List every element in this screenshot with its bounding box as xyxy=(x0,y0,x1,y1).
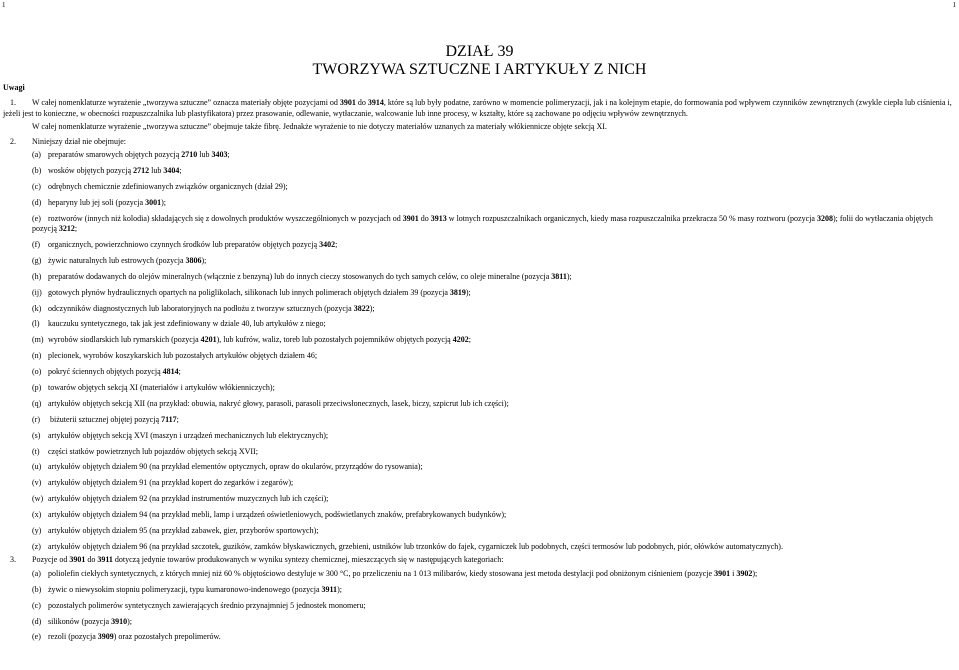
item-text: preparatów dodawanych do olejów mineralnych (włącznie z benzyną) lub do innych cieczy stosowanych do tych samych celów, co oleje mineralne (pozycja xyxy=(48,271,552,281)
item-text: silikonów (pozycja xyxy=(48,616,112,626)
list-item xyxy=(3,431,955,442)
list-item xyxy=(3,182,955,193)
notes-body xyxy=(3,98,955,648)
list-item xyxy=(3,335,955,346)
item-label: (b) xyxy=(32,165,42,175)
item-text: artykułów objętych działem 92 (na przykład instrumentów muzycznych lub ich części); xyxy=(48,494,329,504)
heading-code: 3914 xyxy=(367,98,384,107)
heading-code: 3806 xyxy=(185,255,202,265)
list-item xyxy=(3,319,955,330)
list-item xyxy=(3,569,955,580)
heading-code: 3901 xyxy=(69,555,86,565)
item-text: kauczuku syntetycznego, tak jak jest zdefiniowany w dziale 40, lub artykułów z niego; xyxy=(48,319,326,329)
item-label: (t) xyxy=(32,446,40,456)
item-text: dotyczą jedynie towarów produkowanych w wyniku syntezy chemicznej, mieszczących się w następujących kategoriach: xyxy=(112,555,504,565)
chapter-title: TWORZYWA SZTUCZNE I ARTYKUŁY Z NICH xyxy=(312,61,647,78)
list-item xyxy=(3,166,955,177)
item-text: wosków objętych pozycją xyxy=(48,165,134,175)
item-label: (r) xyxy=(32,414,40,424)
item-text: do xyxy=(85,555,98,565)
item-text: roztworów (innych niż kolodia) składających się z dowolnych produktów wyszczególnionych w pozycjach od xyxy=(48,213,403,223)
note-1 xyxy=(3,98,955,119)
list-item xyxy=(3,601,955,612)
item-text: ; xyxy=(179,165,182,175)
item-text: ); xyxy=(201,255,207,265)
item-label: (v) xyxy=(32,478,42,488)
list-item xyxy=(3,494,955,505)
heading-code: 3811 xyxy=(551,271,567,281)
item-label: (d) xyxy=(32,616,42,626)
item-text: odczynników diagnostycznych lub laboratoryjnych na podłożu z tworzyw sztucznych (pozycja xyxy=(48,303,354,313)
item-text: w lotnych rozpuszczalnikach organicznych, kiedy masa rozpuszczalnika przekracza 50 % masy roztworu (pozycja xyxy=(446,213,817,223)
heading-code: 7117 xyxy=(161,414,177,424)
list-item xyxy=(3,240,955,251)
notes-label: Uwagi xyxy=(3,83,25,92)
heading-code: 3819 xyxy=(449,287,466,297)
note-text: do xyxy=(355,98,368,107)
heading-code: 3208 xyxy=(816,213,833,223)
item-label: (d) xyxy=(32,197,42,207)
page-number-right: 1 xyxy=(952,1,956,9)
item-text: ); xyxy=(369,303,375,313)
item-text: żywic naturalnych lub estrowych (pozycja xyxy=(48,255,186,265)
item-label: (w) xyxy=(32,494,44,504)
list-item xyxy=(3,256,955,267)
item-text: ); xyxy=(465,287,471,297)
list-item xyxy=(3,214,955,235)
note-text: , które są lub były podatne, zarówno w momencie polimeryzacji, jak i na kolejnym etapie, do formowania pod wpływem czynników zewnętrznych (zwykle ciepła lub ciśnienia i, jeżeli jest to konieczne, w obecności rozpuszczalnika lub plastyfikatora) przez prasowanie, odlewanie, wytłaczanie, walcowanie lub inne procesy, w kształty, które są zachowane po odjęciu wpływów zewnętrznych. xyxy=(3,98,952,118)
item-text: żywic o niewysokim stopniu polimeryzacji, typu kumaronowo-indenowego (pozycja xyxy=(48,584,322,594)
item-label: (b) xyxy=(32,584,42,594)
list-item xyxy=(3,272,955,283)
item-label: (q) xyxy=(32,398,42,408)
item-label: (c) xyxy=(32,600,41,610)
list-item xyxy=(3,150,955,161)
list-item xyxy=(3,478,955,489)
heading-code: 2710 xyxy=(181,150,198,159)
item-label: (a) xyxy=(32,150,41,159)
item-text: pokryć ściennych objętych pozycją xyxy=(48,367,163,377)
item-text: pozostałych polimerów syntetycznych zawierających średnio przynajmniej 5 jednostek monomeru; xyxy=(48,600,366,610)
heading-code: 3001 xyxy=(145,197,162,207)
item-text: biżuterii sztucznej objętej pozycją xyxy=(48,414,162,424)
list-item xyxy=(3,399,955,410)
item-text: plecionek, wyrobów koszykarskich lub pozostałych artykułów objętych działem 46; xyxy=(48,351,318,361)
note-2-list xyxy=(3,150,955,552)
list-item xyxy=(3,542,955,553)
item-label: (n) xyxy=(32,351,42,361)
list-item xyxy=(3,526,955,537)
heading-code: 2712 xyxy=(133,165,150,175)
list-item xyxy=(3,304,955,315)
item-label: (e) xyxy=(32,213,41,223)
note-text: Niniejszy dział nie obejmuje: xyxy=(32,136,126,146)
list-item xyxy=(3,367,955,378)
heading-code: 4201 xyxy=(200,335,217,345)
item-label: (a) xyxy=(32,568,41,578)
item-text: rezoli (pozycja xyxy=(48,632,98,642)
heading-code: 3911 xyxy=(97,555,113,565)
note-number: 3. xyxy=(10,555,16,565)
list-item xyxy=(3,351,955,362)
item-label: (ij) xyxy=(32,287,42,297)
item-text: poliolefin ciekłych syntetycznych, z których mniej niż 60 % objętościowo destyluje w 300 °C, po przeliczeniu na 1 013 milibarów, kiedy stosowana jest metoda destylacji pod obniżonym ciśnieniem (pozycje xyxy=(48,568,715,578)
list-item xyxy=(3,198,955,209)
list-item xyxy=(3,585,955,596)
chapter-heading: DZIAŁ 39 xyxy=(445,43,514,60)
heading-code: 3909 xyxy=(97,632,114,642)
item-label: (h) xyxy=(32,271,42,281)
item-text: ; xyxy=(74,224,78,234)
item-label: (k) xyxy=(32,303,42,313)
item-label: (g) xyxy=(32,255,42,265)
note-number: 2. xyxy=(10,136,16,146)
heading-code: 4202 xyxy=(452,335,469,345)
item-text: ; xyxy=(178,367,181,377)
item-text: artykułów objętych działem 91 (na przykład kopert do zegarków i zegarów); xyxy=(48,478,294,488)
item-label: (m) xyxy=(32,335,44,345)
item-text: lub xyxy=(149,165,164,175)
item-text: ; xyxy=(227,150,230,159)
item-label: (y) xyxy=(32,525,42,535)
heading-code: 4814 xyxy=(162,367,179,377)
heading-code: 3402 xyxy=(319,239,336,249)
item-text: artykułów objętych działem 90 (na przykład elementów optycznych, opraw do okularów, przyrządów do rysowania); xyxy=(48,462,423,472)
item-text: wyrobów siodlarskich lub rymarskich (pozycja xyxy=(48,335,201,345)
note-3-intro xyxy=(3,555,955,566)
item-label: (l) xyxy=(32,319,40,329)
note-1-paragraph-2: W całej nomenklaturze wyrażenie „tworzywa sztuczne” obejmuje także fibrę. Jednakże wyrażenie to nie dotyczy materiałów uznanych za materiały włókiennicze objęte sekcją XI. xyxy=(32,122,607,131)
list-item xyxy=(3,447,955,458)
item-text: do xyxy=(418,213,431,223)
item-text: preparatów smarowych objętych pozycją xyxy=(48,150,182,159)
item-label: (c) xyxy=(32,181,41,191)
item-text: towarów objętych sekcją XI (materiałów i artykułów włókienniczych); xyxy=(48,382,275,392)
item-text: ); folii do wytłaczania objętych pozycją xyxy=(32,213,933,234)
item-text: odrębnych chemicznie zdefiniowanych związków organicznych (dział 29); xyxy=(48,181,288,191)
note-text: W całej nomenklaturze wyrażenie „tworzywa sztuczne” oznacza materiały objęte pozycjami od xyxy=(32,98,340,107)
heading-code: 3212 xyxy=(58,224,75,234)
item-text: części statków powietrznych lub pojazdów objętych sekcją XVII; xyxy=(48,446,258,456)
item-text: gotowych płynów hydraulicznych opartych na poliglikolach, silikonach lub innych polimerach objętych działem 39 (pozycja xyxy=(48,287,450,297)
item-text: ), lub kufrów, waliz, toreb lub pozostałych pojemników objętych pozycją xyxy=(216,335,453,345)
item-label: (x) xyxy=(32,510,42,520)
heading-code: 3910 xyxy=(111,616,128,626)
item-label: (o) xyxy=(32,367,42,377)
item-text: lub xyxy=(197,150,212,159)
item-text: ; xyxy=(176,414,179,424)
item-text: heparyny lub jej soli (pozycja xyxy=(48,197,146,207)
note-2-intro xyxy=(3,137,955,148)
item-label: (z) xyxy=(32,541,41,551)
item-text: artykułów objętych działem 95 (na przykład zabawek, gier, przyborów sportowych); xyxy=(48,525,319,535)
item-label: (s) xyxy=(32,430,41,440)
note-text xyxy=(32,555,503,564)
list-item xyxy=(3,462,955,473)
item-text: artykułów objętych działem 94 (na przykład mebli, lamp i urządzeń oświetleniowych, podświetlanych znaków, prefabrykowanych budynków); xyxy=(48,510,507,520)
item-text: Pozycje od xyxy=(32,555,70,565)
list-item xyxy=(3,415,955,426)
note-3-list xyxy=(3,569,955,643)
item-text: ); xyxy=(337,584,342,594)
item-text: ); xyxy=(566,271,572,281)
heading-code: 3901 xyxy=(402,213,419,223)
heading-code: 3404 xyxy=(163,165,180,175)
item-text: organicznych, powierzchniowo czynnych środków lub preparatów objętych pozycją xyxy=(48,239,320,249)
list-item xyxy=(3,510,955,521)
item-label: (e) xyxy=(32,632,41,642)
heading-code: 3901 xyxy=(339,98,356,107)
item-text: ) oraz pozostałych prepolimerów. xyxy=(113,632,221,642)
item-text: ; xyxy=(468,335,471,345)
note-number: 1. xyxy=(10,98,16,107)
item-text: ; xyxy=(335,239,338,249)
item-text: ); xyxy=(161,197,166,207)
list-item xyxy=(3,632,955,643)
heading-code: 3911 xyxy=(321,584,338,594)
item-text: i xyxy=(730,568,737,578)
list-item xyxy=(3,383,955,394)
heading-code: 3901 xyxy=(714,568,731,578)
item-text: ); xyxy=(127,616,132,626)
page-number-left: 1 xyxy=(2,1,6,9)
list-item xyxy=(3,617,955,628)
item-text: artykułów objętych działem 96 (na przykład szczotek, guzików, zamków błyskawicznych, grzebieni, ustników lub trzonków do fajek, cygarniczek lub podobnych, części termosów lub podobnych, piór, ołówków automatycznych). xyxy=(48,541,783,551)
heading-code: 3902 xyxy=(736,568,753,578)
item-label: (p) xyxy=(32,382,42,392)
item-label: (f) xyxy=(32,239,40,249)
heading-code: 3913 xyxy=(430,213,447,223)
list-item xyxy=(3,288,955,299)
item-text: artykułów objętych sekcją XII (na przykład: obuwia, nakryć głowy, parasoli, parasoli przeciwsłonecznych, lasek, biczy, szpicrut lub ich części); xyxy=(48,398,509,408)
heading-code: 3403 xyxy=(211,150,228,159)
item-label: (u) xyxy=(32,462,42,472)
heading-code: 3822 xyxy=(353,303,370,313)
item-text: artykułów objętych sekcją XVI (maszyn i urządzeń mechanicznych lub elektrycznych); xyxy=(48,430,329,440)
item-text: ); xyxy=(752,568,758,578)
